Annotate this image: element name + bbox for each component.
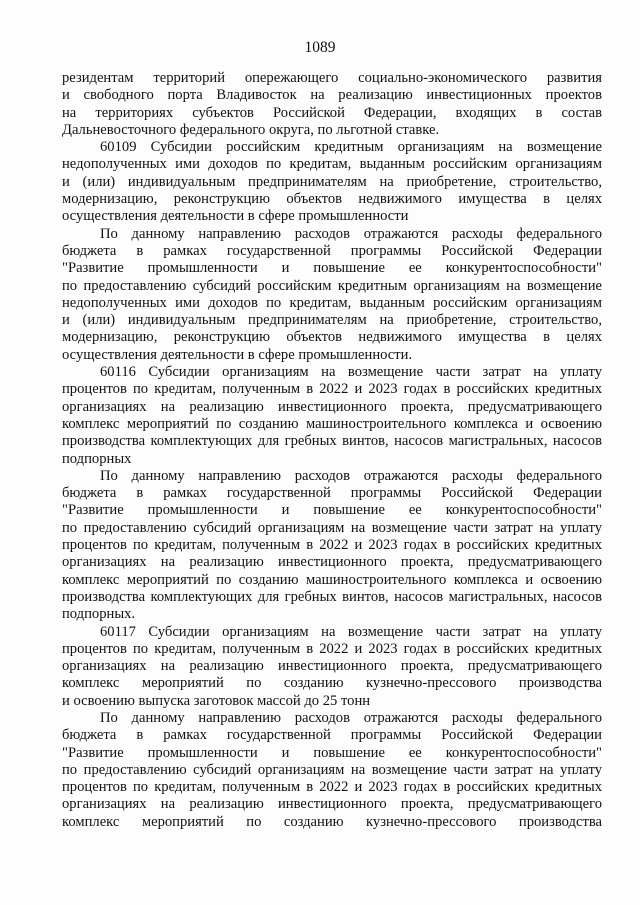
text-line: процентов по кредитам, полученным в 2022 и 2023 годах в российских кредитных (62, 640, 602, 657)
text-line: Дальневосточного федерального округа, по льготной ставке. (62, 121, 440, 138)
text-line: По данному направлению расходов отражаются расходы федерального (100, 467, 602, 484)
text-line: организациях на реализацию инвестиционного проекта, предусматривающего (62, 658, 602, 675)
text-line: По данному направлению расходов отражаются расходы федерального (100, 225, 602, 242)
text-line: производства комплектующих для гребных винтов, насосов магистральных, насосов (62, 588, 602, 605)
text-line: производства комплектующих для гребных винтов, насосов магистральных, насосов (62, 433, 602, 450)
page-number: 1089 (304, 39, 336, 56)
text-line: 60116 Субсидии организациям на возмещение части затрат на уплату (100, 364, 602, 381)
text-line: "Развитие промышленности и повышение ее конкурентоспособности" (62, 502, 602, 519)
text-line: по предоставлению субсидий российским кредитным организациям на возмещение (62, 277, 602, 294)
text-line: 60109 Субсидии российским кредитным организациям на возмещение (100, 139, 602, 156)
body-text (62, 70, 602, 831)
text-line: недополученных ими доходов по кредитам, выданным российским организациям (62, 156, 602, 173)
text-line: осуществления деятельности в сфере промышленности (62, 208, 409, 225)
text-line: недополученных ими доходов по кредитам, выданным российским организациям (62, 294, 602, 311)
text-line: бюджета в рамках государственной программы Российской Федерации (62, 727, 602, 744)
text-line: осуществления деятельности в сфере промышленности. (62, 346, 413, 363)
text-line: на территориях субъектов Российской Федерации, входящих в состав (62, 104, 602, 121)
text-line: подпорных (62, 450, 132, 467)
text-line: комплекс мероприятий по созданию кузнечно-прессового производства (62, 675, 602, 692)
text-line: организациях на реализацию инвестиционного проекта, предусматривающего (62, 554, 602, 571)
text-line: модернизацию, реконструкцию объектов недвижимого имущества в целях (62, 329, 602, 346)
text-line: "Развитие промышленности и повышение ее конкурентоспособности" (62, 260, 602, 277)
text-line: по предоставлению субсидий организациям на возмещение части затрат на уплату (62, 519, 602, 536)
text-line: 60117 Субсидии организациям на возмещение части затрат на уплату (100, 623, 602, 640)
text-line: комплекс мероприятий по созданию машиностроительного комплекса и освоению (62, 571, 602, 588)
text-line: организациях на реализацию инвестиционного проекта, предусматривающего (62, 796, 602, 813)
text-line: резидентам территорий опережающего социально-экономического развития (62, 70, 602, 86)
text-line: и освоению выпуска заготовок массой до 25 тонн (62, 692, 371, 709)
text-line: процентов по кредитам, полученным в 2022 и 2023 годах в российских кредитных (62, 381, 602, 398)
text-line: процентов по кредитам, полученным в 2022 и 2023 годах в российских кредитных (62, 779, 602, 796)
text-line: и (или) индивидуальным предпринимателям на приобретение, строительство, (62, 173, 602, 190)
text-line: По данному направлению расходов отражаются расходы федерального (100, 709, 602, 726)
text-line: "Развитие промышленности и повышение ее конкурентоспособности" (62, 744, 602, 761)
text-line: организациях на реализацию инвестиционного проекта, предусматривающего (62, 398, 602, 415)
text-line: по предоставлению субсидий организациям на возмещение части затрат на уплату (62, 761, 602, 778)
text-line: комплекс мероприятий по созданию кузнечно-прессового производства (62, 813, 602, 830)
text-line: модернизацию, реконструкцию объектов недвижимого имущества в целях (62, 191, 602, 208)
text-line: подпорных. (62, 606, 136, 623)
text-line: и (или) индивидуальным предпринимателям на приобретение, строительство, (62, 312, 602, 329)
text-line: бюджета в рамках государственной программы Российской Федерации (62, 242, 602, 259)
text-line: процентов по кредитам, полученным в 2022 и 2023 годах в российских кредитных (62, 537, 602, 554)
text-line: комплекс мероприятий по созданию машиностроительного комплекса и освоению (62, 415, 602, 432)
text-line: и свободного порта Владивосток на реализацию инвестиционных проектов (62, 87, 602, 104)
text-line: бюджета в рамках государственной программы Российской Федерации (62, 485, 602, 502)
